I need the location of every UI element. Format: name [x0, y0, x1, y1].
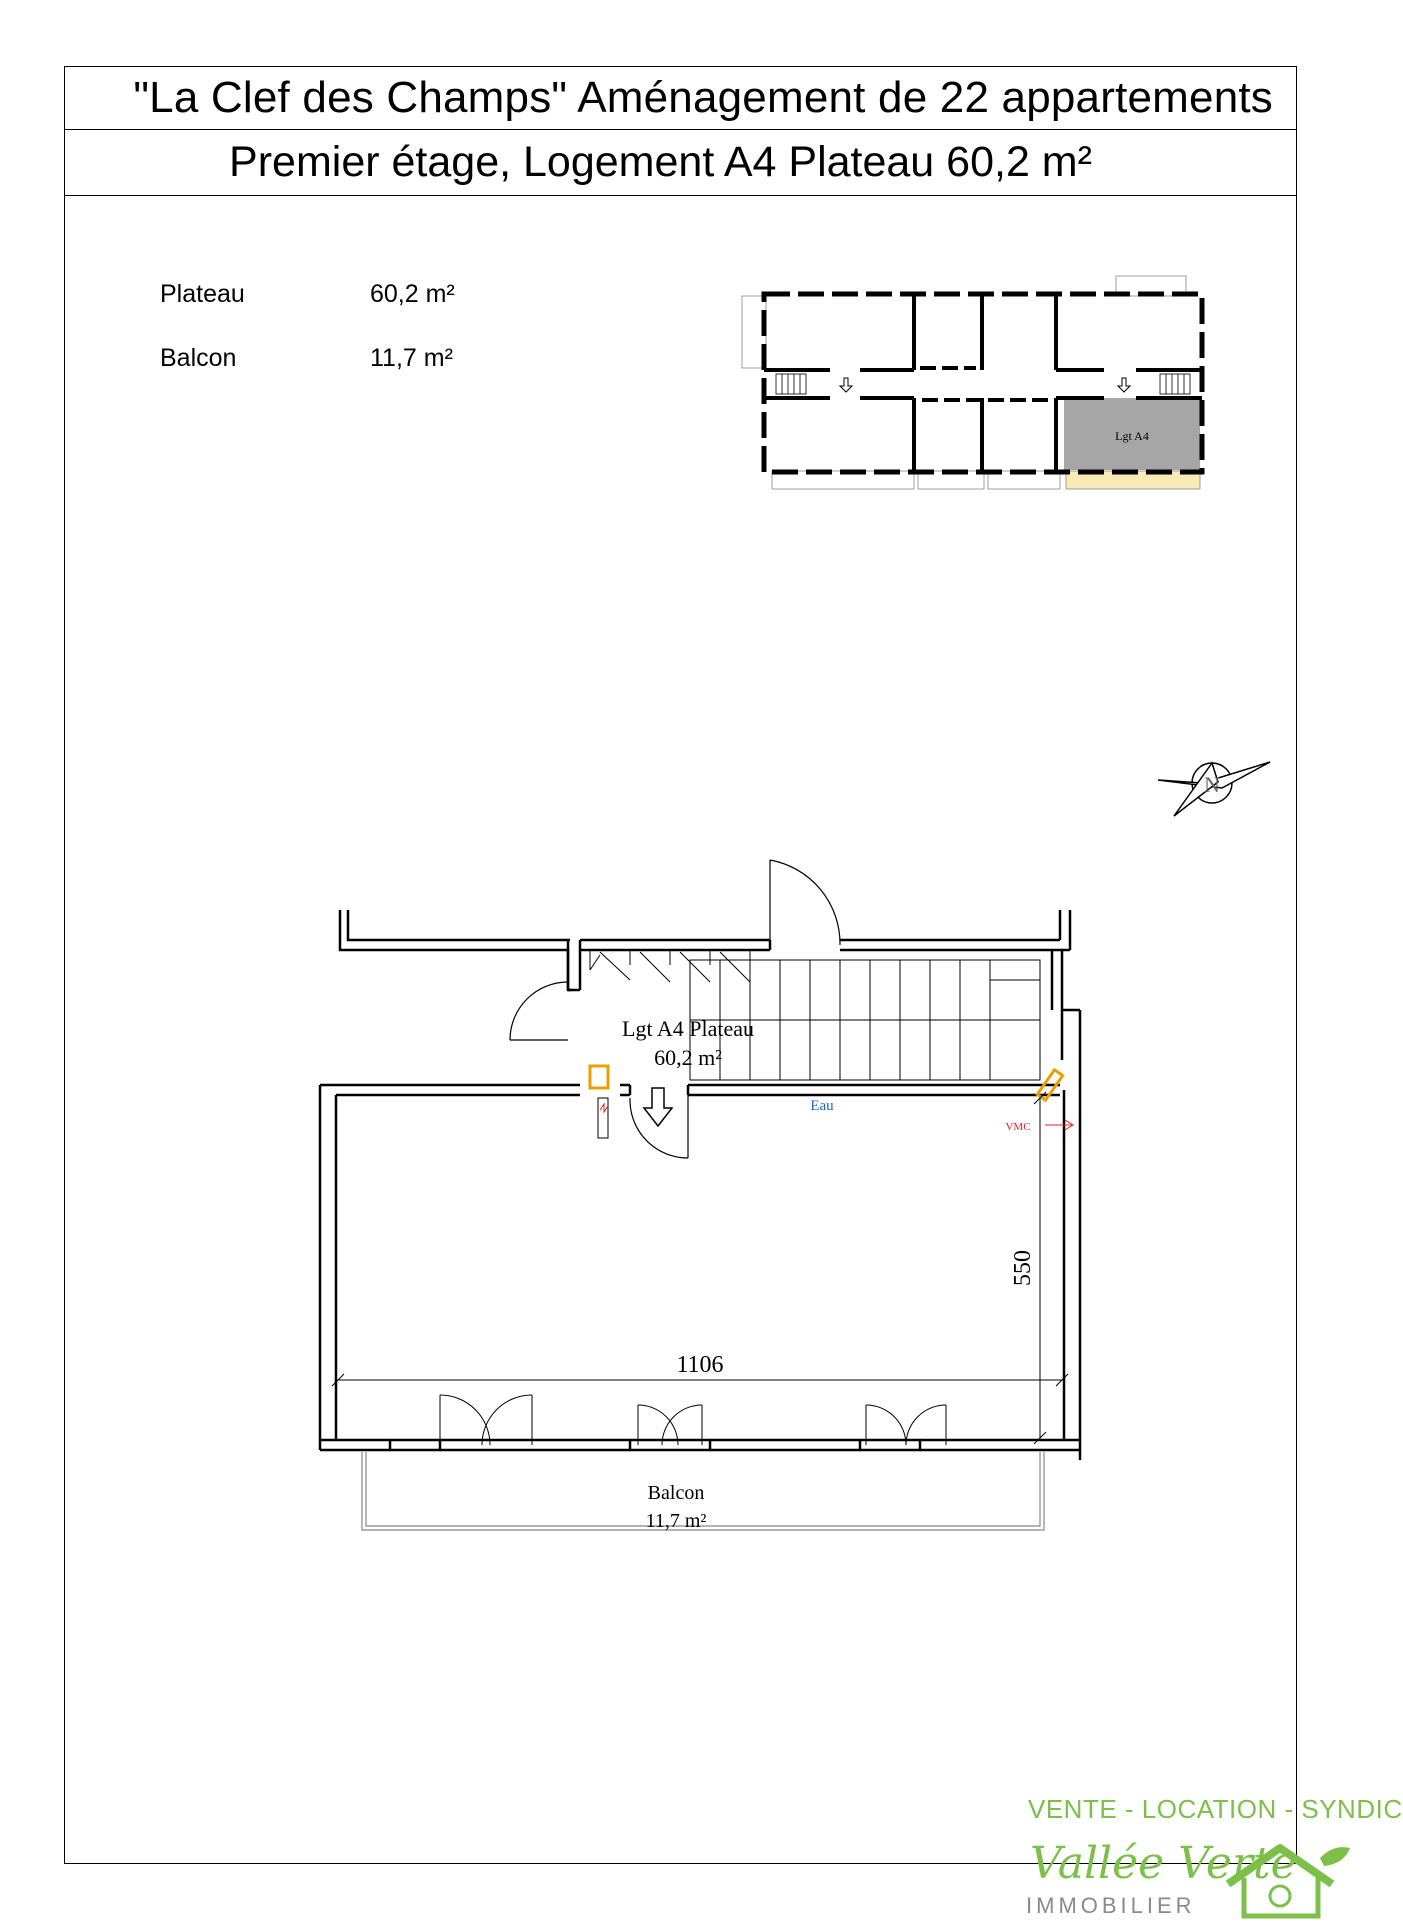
north-arrow-icon: [1152, 750, 1282, 820]
svg-text:N: N: [1204, 772, 1220, 797]
area-value: 60,2 m²: [370, 280, 455, 308]
balcony-area: 11,7 m²: [645, 1510, 707, 1532]
page-subtitle: Premier étage, Logement A4 Plateau 60,2 m²: [64, 130, 1297, 196]
area-value: 11,7 m²: [370, 344, 453, 372]
area-row-balcon: [160, 344, 510, 408]
width-dimension: 1106: [676, 1352, 724, 1378]
entry-arrow-icon: [644, 1088, 672, 1126]
area-label: Plateau: [160, 280, 245, 308]
floor-plan: [300, 840, 1100, 1560]
key-plan: [740, 270, 1210, 500]
vmc-label: VMC: [1005, 1121, 1031, 1133]
unit-label: Lgt A4 Plateau: [622, 1016, 754, 1041]
balcony-label: Balcon: [647, 1482, 705, 1504]
unit-area: 60,2 m²: [654, 1045, 722, 1070]
logo-tagline: VENTE - LOCATION - SYNDIC: [1028, 1794, 1403, 1824]
logo-sub: IMMOBILIER: [1026, 1893, 1196, 1918]
area-table: [160, 280, 510, 408]
water-label: Eau: [810, 1098, 834, 1114]
key-plan-label: Lgt A4: [1115, 429, 1149, 443]
page-title: "La Clef des Champs" Aménagement de 22 appartements: [64, 66, 1297, 130]
logo-name: Vallée Verte: [1030, 1838, 1297, 1889]
area-label: Balcon: [160, 344, 237, 372]
depth-dimension: 550: [1010, 1250, 1036, 1286]
house-logo-icon: [1220, 1838, 1355, 1922]
area-row-plateau: [160, 280, 510, 344]
